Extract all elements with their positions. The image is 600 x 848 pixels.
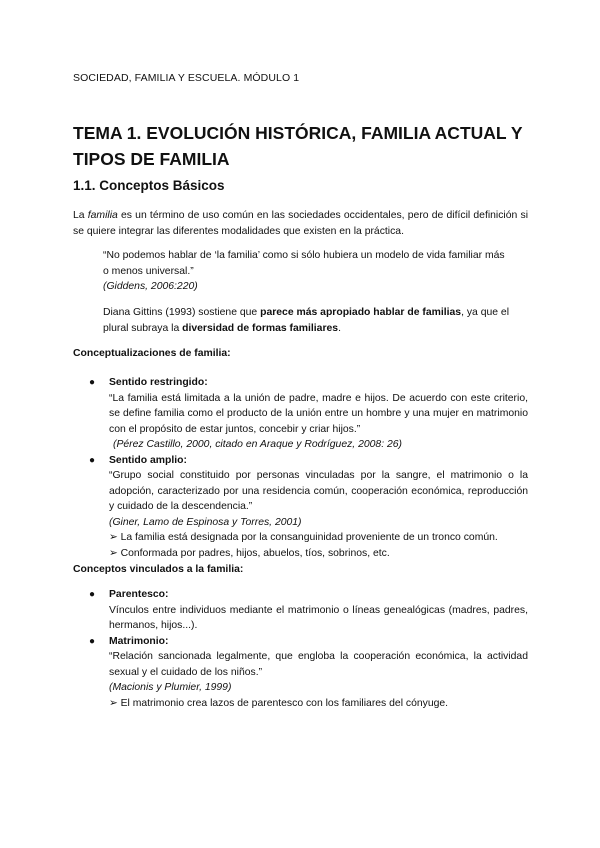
gittins-bold-1: parece más apropiado hablar de familias [260,307,462,318]
gittins-bold-2: diversidad de formas familiares [182,323,339,334]
quote-text: “No podemos hablar de ‘la familia’ como si sólo hubiera un modelo de vida familiar más o menos universal.” [103,250,505,277]
item-text: “Grupo social constituido por personas vinculadas por la sangre, el matrimonio o la adopción, caracterizado por una residencia común, cooperación económica, reproducción y cuidado de la descendencia.” [109,470,528,512]
intro-post: es un término de uso común en las sociedades occidentales, pero de difícil definición si se quiere integrar las diferentes modalidades que existen en la práctica. [73,210,528,237]
document-header: SOCIEDAD, FAMILIA Y ESCUELA. MÓDULO 1 [73,72,300,84]
item-citation: (Giner, Lamo de Espinosa y Torres, 2001) [109,516,302,528]
arrow-point: ➢ La familia está designada por la consanguinidad proveniente de un tronco común. [109,532,498,543]
page-title: TEMA 1. EVOLUCIÓN HISTÓRICA, FAMILIA ACTUAL Y TIPOS DE FAMILIA [73,123,523,169]
arrow-point: ➢ Conformada por padres, hijos, abuelos, tíos, sobrinos, etc. [109,547,390,559]
intro-paragraph [73,208,528,240]
list-item-matrimonio [73,634,528,712]
gittins-paragraph [103,305,533,337]
gittins-post: . [338,323,341,334]
item-text: “La familia está limitada a la unión de padre, madre e hijos. De acuerdo con este criterio, se define familia como el producto de la unión entre un hombre y una mujer en matrimonio con el propósito de estar juntos, concebir y criar hijos.” [109,392,528,435]
item-citation: (Macionis y Plumier, 1999) [109,682,232,693]
item-text: Vínculos entre individuos mediante el matrimonio o líneas genealógicas (madres, padres, hermanos, hijos...). [109,604,528,631]
bullet-icon: ● [89,377,96,388]
gittins-mid: , ya que el plural subraya la [103,307,510,334]
intro-pre: La [73,210,88,221]
section-heading: 1.1. Conceptos Básicos [73,178,225,193]
bullet-icon: ● [89,635,96,647]
item-term: Sentido amplio: [109,454,187,466]
conceptos-vinculados-heading: Conceptos vinculados a la familia: [73,564,244,575]
arrow-point: ➢ El matrimonio crea lazos de parentesco con los familiares del cónyuge. [109,697,449,709]
conceptos-vinculados-list [73,587,528,711]
intro-term: familia [87,210,118,221]
list-item-amplio [73,453,528,562]
giddens-quote [103,248,513,295]
item-term: Parentesco: [109,589,169,600]
item-term: Matrimonio: [109,635,169,647]
quote-citation: (Giddens, 2006:220) [103,281,198,292]
bullet-icon: ● [89,454,96,466]
bullet-icon: ● [89,589,96,600]
conceptualizaciones-list [73,375,528,561]
conceptualizaciones-heading: Conceptualizaciones de familia: [73,348,231,359]
item-text: “Relación sancionada legalmente, que engloba la cooperación económica, la actividad sexual y el cuidado de los niños.” [109,651,528,678]
gittins-pre: Diana Gittins (1993) sostiene que [103,307,261,318]
list-item-parentesco [73,587,528,634]
list-item-restringido [73,375,528,453]
item-term: Sentido restringido: [109,377,208,388]
item-citation: (Pérez Castillo, 2000, citado en Araque y Rodríguez, 2008: 26) [113,439,402,450]
